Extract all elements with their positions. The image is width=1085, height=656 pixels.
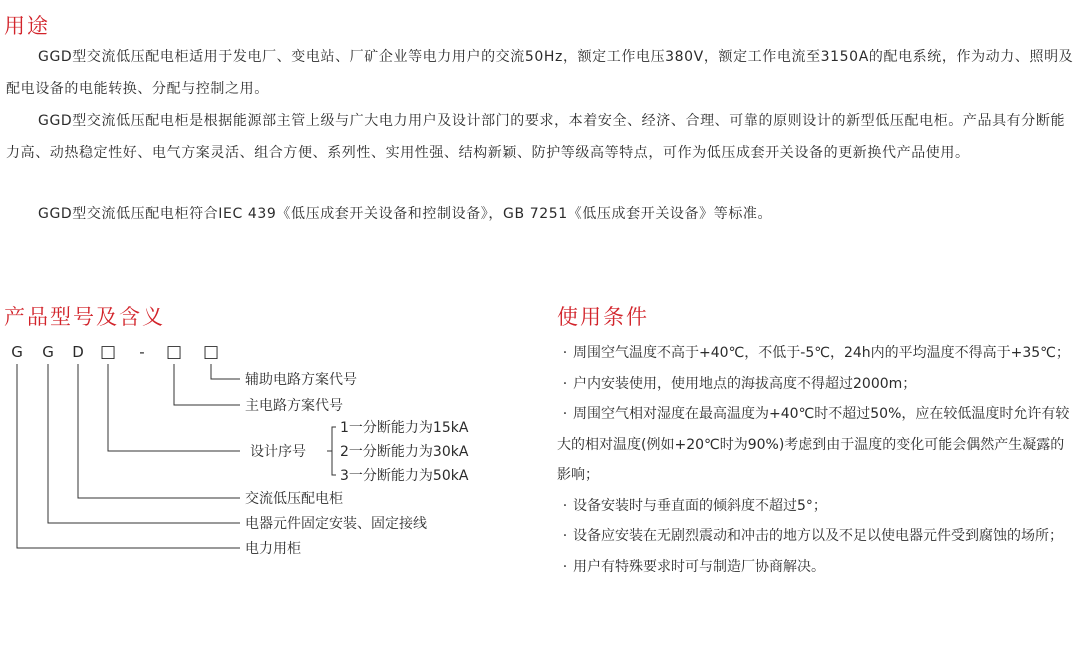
condition-text: 设备安装时与垂直面的倾斜度不超过5°； [573,497,827,514]
label-power-cabinet: 电力用柜 [245,541,301,557]
condition-item-vibration [557,521,1077,552]
condition-item-inclination [557,491,1077,522]
label-option-50ka: 3一分断能力为50kA [340,468,469,484]
usage-heading: 用途 [4,14,50,38]
label-fixed-install: 电器元件固定安装、固定接线 [245,516,427,532]
connector-main [174,364,240,405]
bullet-dot: · [562,558,568,575]
condition-text: 用户有特殊要求时可与制造厂协商解决。 [573,558,825,575]
connector-aux [211,364,240,379]
condition-text: 周围空气相对湿度在最高温度为+40℃时不超过50%，应在较低温度时允许有较大的相对温度(例如+20℃时为90%)考虑到由于温度的变化可能会偶然产生凝露的影响； [557,406,1070,483]
condition-text: 设备应安装在无剧烈震动和冲击的地方以及不足以使电器元件受到腐蚀的场所； [573,528,1063,544]
bullet-dot: · [562,528,568,544]
label-ac-cabinet: 交流低压配电柜 [245,491,343,507]
conditions-heading: 使用条件 [557,305,649,329]
condition-text: 户内安装使用，使用地点的海拔高度不得超过2000m； [573,375,917,392]
conditions-list [557,338,1077,582]
usage-paragraph-2: GGD型交流低压配电柜是根据能源部主管上级与广大电力用户及设计部门的要求，本着安全、经济、合理、可靠的原则设计的新型低压配电柜。产品具有分断能力高、动热稳定性好、电气方案灵活、组合方便、系列性、实用性强、结构新颖、防护等级高等特点，可作为低压成套开关设备的更新换代产品使用。 [6,113,1066,161]
model-heading: 产品型号及含义 [4,305,165,329]
bullet-dot: · [562,345,568,361]
label-option-30ka: 2一分断能力为30kA [340,444,469,460]
code-char-g2: G [42,343,54,361]
code-dash: - [139,343,145,361]
connector-power [17,364,240,548]
code-box-design-seq: □ [99,342,117,362]
usage-paragraph-3: GGD型交流低压配电柜符合IEC 439《低压成套开关设备和控制设备》，GB 7251《低压成套开关设备》等标准。 [38,206,773,222]
code-char-d: D [72,343,84,361]
label-aux-circuit: 辅助电路方案代号 [245,372,357,388]
condition-text: 周围空气温度不高于+40℃，不低于-5℃，24h内的平均温度不得高于+35℃； [573,345,1070,361]
bullet-dot: · [562,375,568,392]
condition-item-special [557,552,1077,583]
bullet-dot: · [562,497,568,514]
condition-item-altitude [557,369,1077,400]
options-bracket [332,427,336,475]
label-main-circuit: 主电路方案代号 [245,398,343,414]
code-char-g1: G [11,343,23,361]
label-option-15ka: 1一分断能力为15kA [340,420,469,436]
connector-fixed [48,364,240,523]
condition-item-temperature [557,338,1077,369]
bullet-dot: · [562,406,568,422]
label-design-seq: 设计序号 [250,444,306,460]
condition-item-humidity [557,399,1077,491]
model-code-diagram [0,330,540,565]
connector-ac [78,364,240,498]
usage-paragraph-1: GGD型交流低压配电柜适用于发电厂、变电站、厂矿企业等电力用户的交流50Hz，额定工作电压380V，额定工作电流至3150A的配电系统，作为动力、照明及配电设备的电能转换、分配与控制之用。 [6,49,1074,97]
code-box-aux-circuit: □ [202,342,220,362]
code-box-main-circuit: □ [165,342,183,362]
